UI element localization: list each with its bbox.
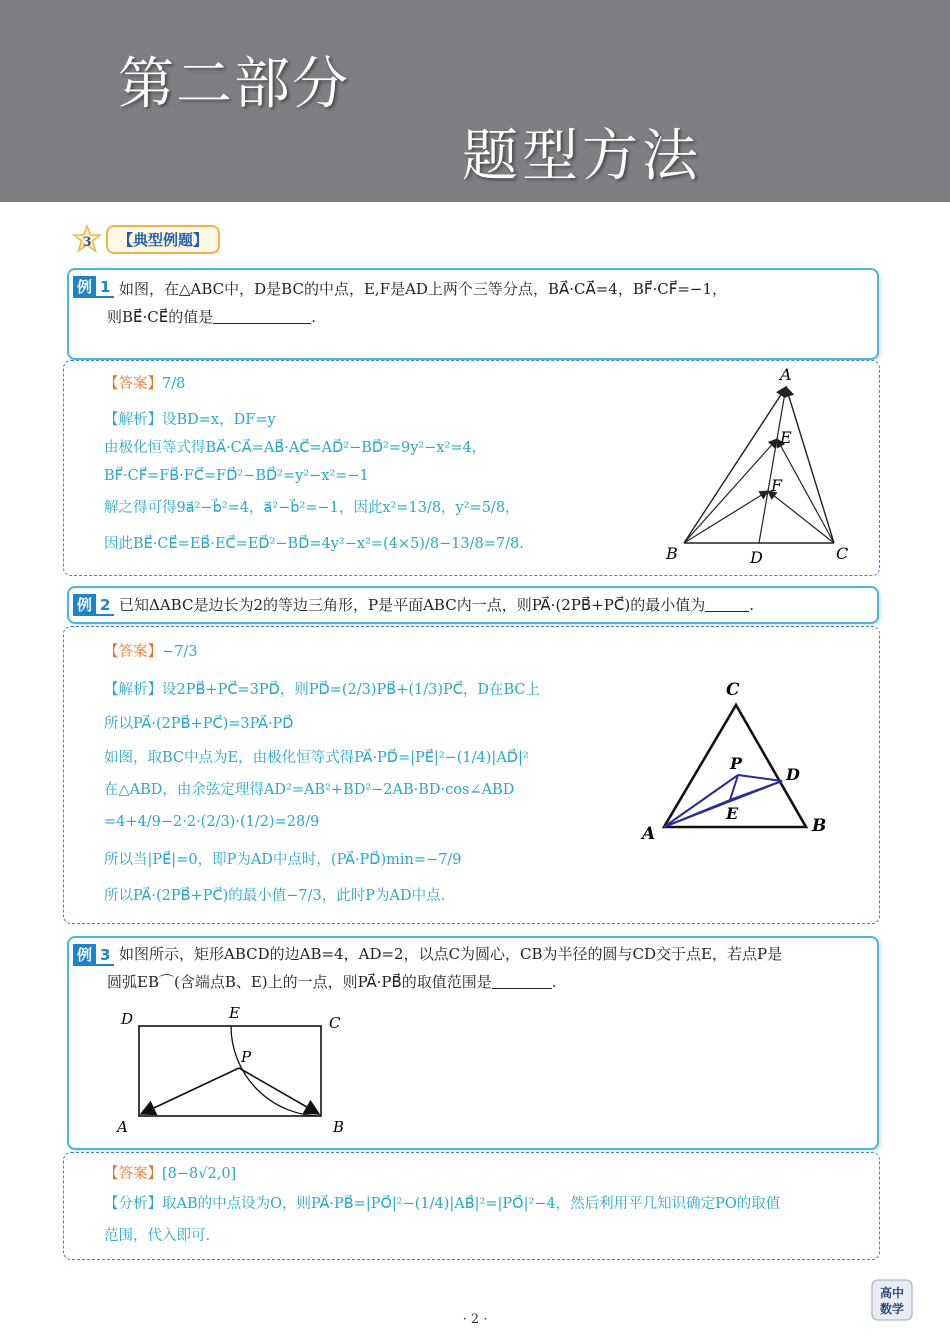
analysis-line: 范围，代入即可. (104, 1228, 211, 1244)
svg-text:高中: 高中 (879, 1286, 905, 1300)
label-e: E (726, 804, 739, 823)
section-heading (72, 224, 220, 254)
answer-value: [8−8√2,0] (162, 1166, 237, 1182)
answer-value: 7/8 (162, 376, 186, 392)
label-c: C (329, 1014, 341, 1032)
tag-number: 2 (96, 594, 114, 616)
solution-line: 所以PA⃗·(2PB⃗+PC⃗)=3PA⃗·PD⃗ (104, 716, 294, 732)
tag-prefix: 例 (73, 594, 96, 616)
question-line-1: 如图，在△ABC中，D是BC的中点，E,F是AD上两个三等分点，BA⃗·CA⃗=4，BF⃗·CF⃗=−1， (119, 280, 728, 298)
label-f: F (771, 476, 783, 495)
solution-line: 所以当|PE⃗|=0，即P为AD中点时，(PA⃗·PD⃗)min=−7/9 (104, 852, 462, 868)
label-b: B (666, 544, 678, 563)
label-c: C (836, 544, 849, 563)
solution-line: 所以PA⃗·(2PB⃗+PC⃗)的最小值−7/3，此时P为AD中点. (104, 888, 446, 904)
question-line-1: 如图所示，矩形ABCD的边AB=4，AD=2，以点C为圆心，CB为半径的圆与CD交于点E，若点P是 (119, 945, 783, 963)
answer-label: 【答案】 (104, 1166, 162, 1182)
page-number: · 2 · (462, 1312, 488, 1327)
math-logo-icon (870, 1278, 914, 1322)
label-e: E (229, 1004, 240, 1022)
section-label: 【典型例题】 (106, 225, 220, 254)
question-line-2 (107, 303, 316, 331)
solution-line: 由极化恒等式得BA⃗·CA⃗=AB⃗·AC⃗=AD⃗²−BD⃗²=9y²−x²=4， (104, 440, 487, 456)
question-end: . (749, 596, 754, 614)
answer-label: 【答案】 (104, 376, 162, 392)
example-1-answer (63, 360, 880, 576)
label-a: A (117, 1118, 128, 1136)
solution-line: 如图，取BC中点为E，由极化恒等式得PA⃗·PD⃗=|PE⃗|²−(1/4)|AD⃗|² (104, 750, 529, 766)
solution-line: BF⃗·CF⃗=FB⃗·FC⃗=FD⃗²−BD⃗²=y²−x²=−1 (104, 468, 369, 484)
rectangle-figure (105, 1002, 365, 1142)
label-c: C (726, 680, 740, 700)
analysis-line: 【分析】取AB的中点设为O，则PA⃗·PB⃗=|PO⃗|²−(1/4)|AB⃗|²=|PO⃗|²−4，然后利用平几知识确定PO的取值 (104, 1196, 781, 1212)
label-p: P (730, 754, 743, 773)
example-1-tag (73, 276, 114, 298)
label-d: D (750, 548, 763, 567)
label-d: D (786, 765, 800, 784)
question-end: . (551, 973, 557, 991)
label-b: B (812, 816, 827, 836)
answer-value: −7/3 (162, 644, 198, 660)
part-title: 第二部分 (118, 52, 350, 117)
question-line-1 (119, 591, 754, 619)
triangle-figure-2 (634, 675, 854, 855)
example-2-tag (73, 594, 114, 616)
question-text: 圆弧EB⌒(含端点B、E)上的一点，则PA⃗·PB⃗的取值范围是 (107, 973, 492, 991)
answer-label: 【答案】 (104, 644, 162, 660)
star-icon (72, 224, 102, 254)
answer-blank (705, 595, 749, 612)
solution-line: 【解析】设2PB⃗+PC⃗=3PD⃗，则PD⃗=(2/3)PB⃗+(1/3)PC⃗，D在BC上 (104, 682, 541, 698)
tag-prefix: 例 (73, 944, 96, 966)
solution-line: 因此BE⃗·CE⃗=EB⃗·EC⃗=ED⃗²−BD⃗=4y²−x²=(4×5)/8−13/8=7/8. (104, 536, 524, 552)
chapter-title: 题型方法 (462, 124, 702, 189)
example-3-question (67, 936, 879, 1150)
answer-line (104, 1163, 236, 1185)
question-text: 已知ΔABC是边长为2的等边三角形，P是平面ABC内一点，则PA⃗·(2PB⃗+PC⃗)的最小值为 (119, 596, 706, 614)
label-d: D (121, 1010, 134, 1028)
label-p: P (241, 1048, 252, 1066)
label-b: B (333, 1118, 345, 1136)
solution-line: =4+4/9−2·2·(2/3)·(1/2)=28/9 (104, 814, 320, 830)
example-3-tag (73, 944, 114, 966)
section-number: 3 (82, 235, 92, 250)
answer-line (104, 641, 198, 663)
example-2-question (67, 586, 879, 624)
label-a: A (642, 824, 656, 844)
example-3-answer (63, 1152, 880, 1260)
label-e: E (780, 428, 792, 447)
example-1-question (67, 268, 879, 360)
example-2-answer (63, 626, 880, 924)
question-text: 则BE⃗·CE⃗的值是 (107, 308, 214, 326)
question-line-2 (107, 968, 557, 996)
solution-line: 在△ABD，由余弦定理得AD²=AB²+BD²−2AB·BD·cos∠ABD (104, 782, 515, 798)
label-a: A (780, 365, 792, 384)
solution-line: 【解析】设BD=x，DF=y (104, 412, 276, 428)
svg-text:数学: 数学 (879, 1302, 905, 1316)
answer-blank (213, 307, 311, 324)
tag-number: 1 (96, 276, 114, 298)
answer-line (104, 373, 185, 395)
triangle-figure-1 (654, 363, 874, 573)
tag-number: 3 (96, 944, 114, 966)
question-end: . (311, 308, 317, 326)
answer-blank (492, 972, 552, 989)
header-banner (0, 0, 950, 202)
tag-prefix: 例 (73, 276, 96, 298)
solution-line: 解之得可得9a⃗²−b⃗²=4，a⃗²−b⃗²=−1，因此x²=13/8，y²=5/8， (104, 500, 520, 516)
